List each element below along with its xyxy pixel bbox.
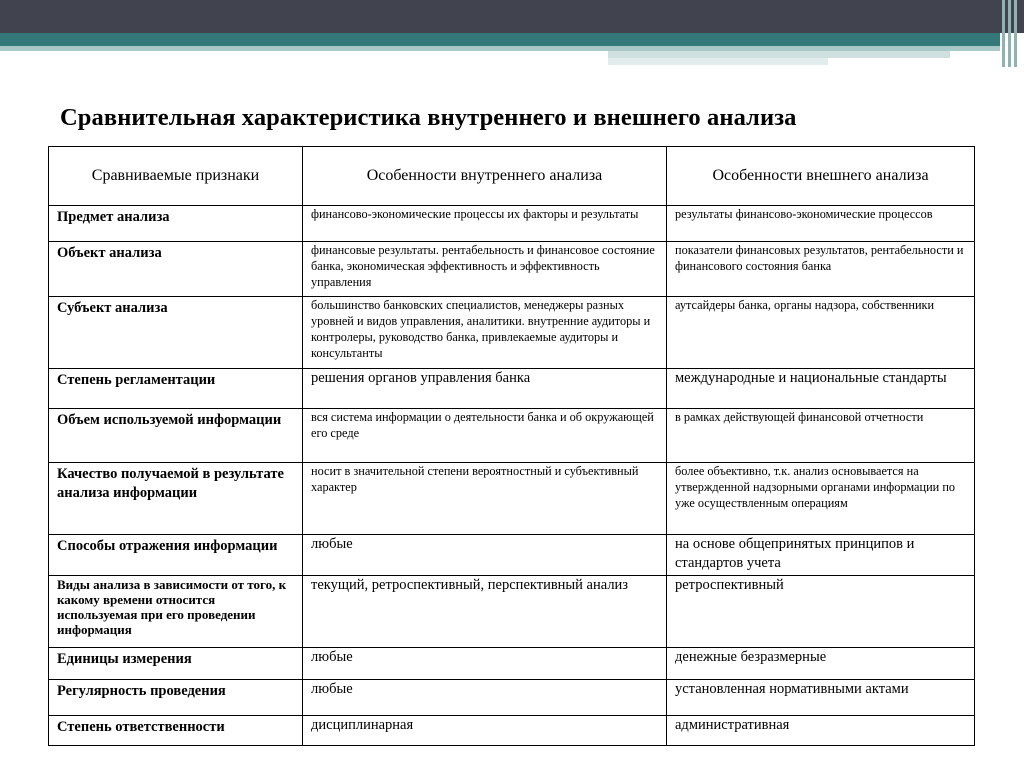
internal-text: вся система информации о деятельности банка и об окружающей его среде — [311, 410, 654, 440]
external-text: более объективно, т.к. анализ основывается на утвержденной надзорными органами информации по уже осуществленным операциям — [675, 464, 956, 510]
internal-text: текущий, ретроспективный, перспективный анализ — [311, 577, 629, 593]
external-text: денежные безразмерные — [675, 649, 827, 665]
column-header: Особенности внешнего анализа — [667, 147, 975, 206]
external-cell — [667, 369, 975, 409]
table-row — [49, 369, 975, 409]
internal-cell — [303, 297, 667, 369]
column-header: Особенности внутреннего анализа — [303, 147, 667, 206]
header-stripe — [1002, 0, 1005, 67]
internal-cell — [303, 206, 667, 242]
comparison-table — [48, 146, 975, 746]
external-text: установленная нормативными актами — [675, 681, 909, 697]
header-accent-bar — [608, 51, 950, 58]
table-row — [49, 680, 975, 716]
table-row — [49, 535, 975, 576]
external-text: в рамках действующей финансовой отчетности — [675, 410, 924, 424]
external-cell — [667, 680, 975, 716]
table-row — [49, 648, 975, 680]
header-teal-bar — [0, 33, 1000, 46]
external-cell — [667, 206, 975, 242]
internal-text: любые — [311, 681, 353, 697]
internal-text: любые — [311, 649, 353, 665]
external-text: аутсайдеры банка, органы надзора, собственники — [675, 298, 935, 312]
external-cell — [667, 242, 975, 297]
table-row — [49, 297, 975, 369]
feature-cell: Субъект анализа — [49, 297, 303, 369]
internal-cell — [303, 576, 667, 648]
internal-cell — [303, 409, 667, 463]
internal-cell — [303, 463, 667, 535]
external-cell — [667, 409, 975, 463]
internal-text: финансовые результаты. рентабельность и финансовое состояние банка, экономическая эффективность и эффективность управления — [311, 243, 655, 289]
external-text: на основе общепринятых принципов и стандартов учета — [675, 536, 915, 571]
internal-cell — [303, 369, 667, 409]
table-row — [49, 576, 975, 648]
external-cell — [667, 535, 975, 576]
external-text: показатели финансовых результатов, рентабельности и финансового состояния банка — [675, 243, 964, 273]
slide-title: Сравнительная характеристика внутреннего и внешнего анализа — [60, 104, 797, 131]
internal-cell — [303, 242, 667, 297]
internal-cell — [303, 648, 667, 680]
table-row — [49, 463, 975, 535]
table-header-row — [49, 147, 975, 206]
header-stripe — [1014, 0, 1017, 67]
table-row — [49, 409, 975, 463]
feature-cell: Степень регламентации — [49, 369, 303, 409]
feature-cell: Виды анализа в зависимости от того, к какому времени относится используемая при его проведении информация — [49, 576, 303, 648]
feature-cell: Качество получаемой в результате анализа информации — [49, 463, 303, 535]
feature-cell: Единицы измерения — [49, 648, 303, 680]
internal-cell — [303, 535, 667, 576]
header-dark-bar — [0, 0, 1024, 33]
feature-cell: Степень ответственности — [49, 716, 303, 746]
table-row — [49, 206, 975, 242]
internal-text: любые — [311, 536, 353, 552]
external-cell — [667, 297, 975, 369]
internal-text: большинство банковских специалистов, менеджеры разных уровней и видов управления, аналитики. внутренние аудиторы и контролеры, руководство банка, привлекаемые аудиторы и консультанты — [311, 298, 651, 360]
external-cell — [667, 648, 975, 680]
feature-cell: Объект анализа — [49, 242, 303, 297]
table-row — [49, 242, 975, 297]
table-row — [49, 716, 975, 746]
external-text: результаты финансово-экономические процессов — [675, 207, 933, 221]
external-text: международные и национальные стандарты — [675, 370, 947, 386]
feature-cell: Предмет анализа — [49, 206, 303, 242]
internal-text: носит в значительной степени вероятностный и субъективный характер — [311, 464, 639, 494]
external-text: ретроспективный — [675, 577, 784, 593]
internal-cell — [303, 680, 667, 716]
column-header: Сравниваемые признаки — [49, 147, 303, 206]
external-cell — [667, 463, 975, 535]
internal-cell — [303, 716, 667, 746]
feature-cell: Способы отражения информации — [49, 535, 303, 576]
internal-text: дисциплинарная — [311, 717, 414, 733]
internal-text: решения органов управления банка — [311, 370, 531, 386]
header-stripe — [1008, 0, 1011, 67]
feature-cell: Регулярность проведения — [49, 680, 303, 716]
external-cell — [667, 576, 975, 648]
internal-text: финансово-экономические процессы их факторы и результаты — [311, 207, 639, 221]
external-cell — [667, 716, 975, 746]
external-text: административная — [675, 717, 790, 733]
feature-cell: Объем используемой информации — [49, 409, 303, 463]
header-accent-bar-2 — [608, 58, 828, 65]
